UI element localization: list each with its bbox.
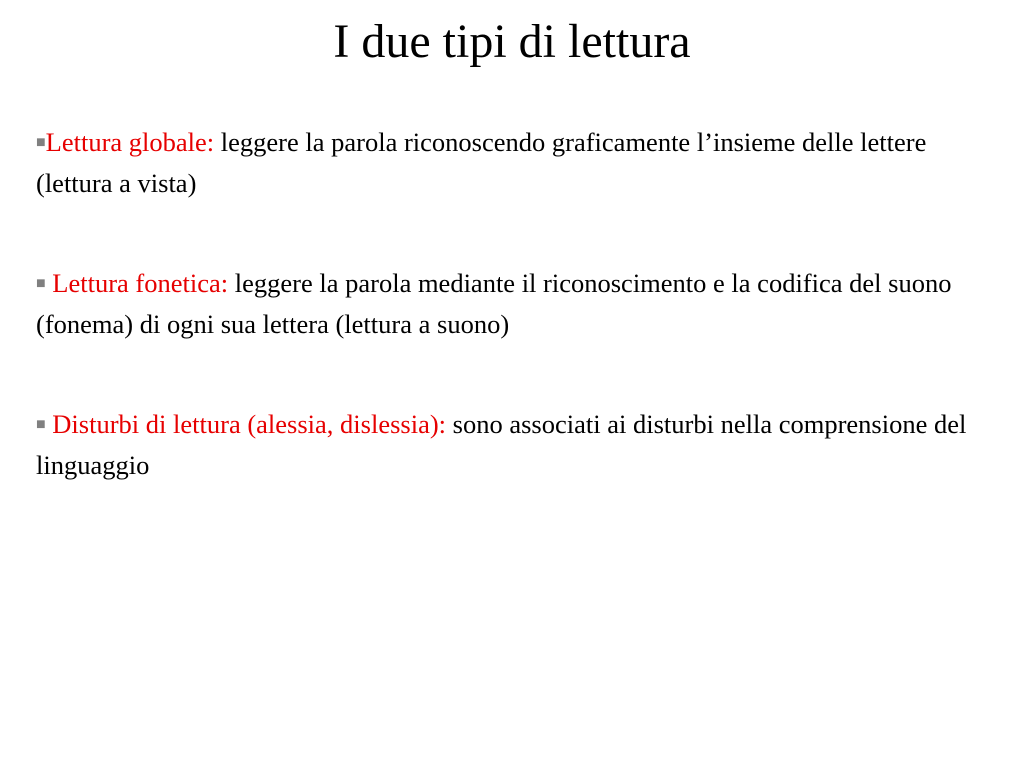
bullet-term: Disturbi di lettura (alessia, dislessia): bbox=[52, 409, 447, 439]
bullet-point-lettura-globale bbox=[36, 122, 996, 203]
bullet-text: leggere la parola mediante il riconoscimento e la codifica del suono (fonema) di ogni sua lettera (lettura a suono) bbox=[36, 268, 952, 339]
bullet-text: sono associati ai disturbi nella comprensione del linguaggio bbox=[36, 409, 967, 480]
slide-title: I due tipi di lettura bbox=[333, 15, 691, 68]
square-bullet-icon: ■ bbox=[36, 275, 46, 292]
bullet-list bbox=[36, 122, 996, 545]
bullet-text: leggere la parola riconoscendo graficamente l’insieme delle lettere (lettura a vista) bbox=[36, 127, 927, 198]
square-bullet-icon: ■ bbox=[36, 134, 46, 151]
bullet-term: Lettura globale: bbox=[45, 127, 215, 157]
bullet-point-lettura-fonetica bbox=[36, 263, 996, 344]
bullet-point-disturbi-di-lettura bbox=[36, 404, 996, 485]
bullet-term: Lettura fonetica: bbox=[52, 268, 229, 298]
square-bullet-icon: ■ bbox=[36, 416, 46, 433]
